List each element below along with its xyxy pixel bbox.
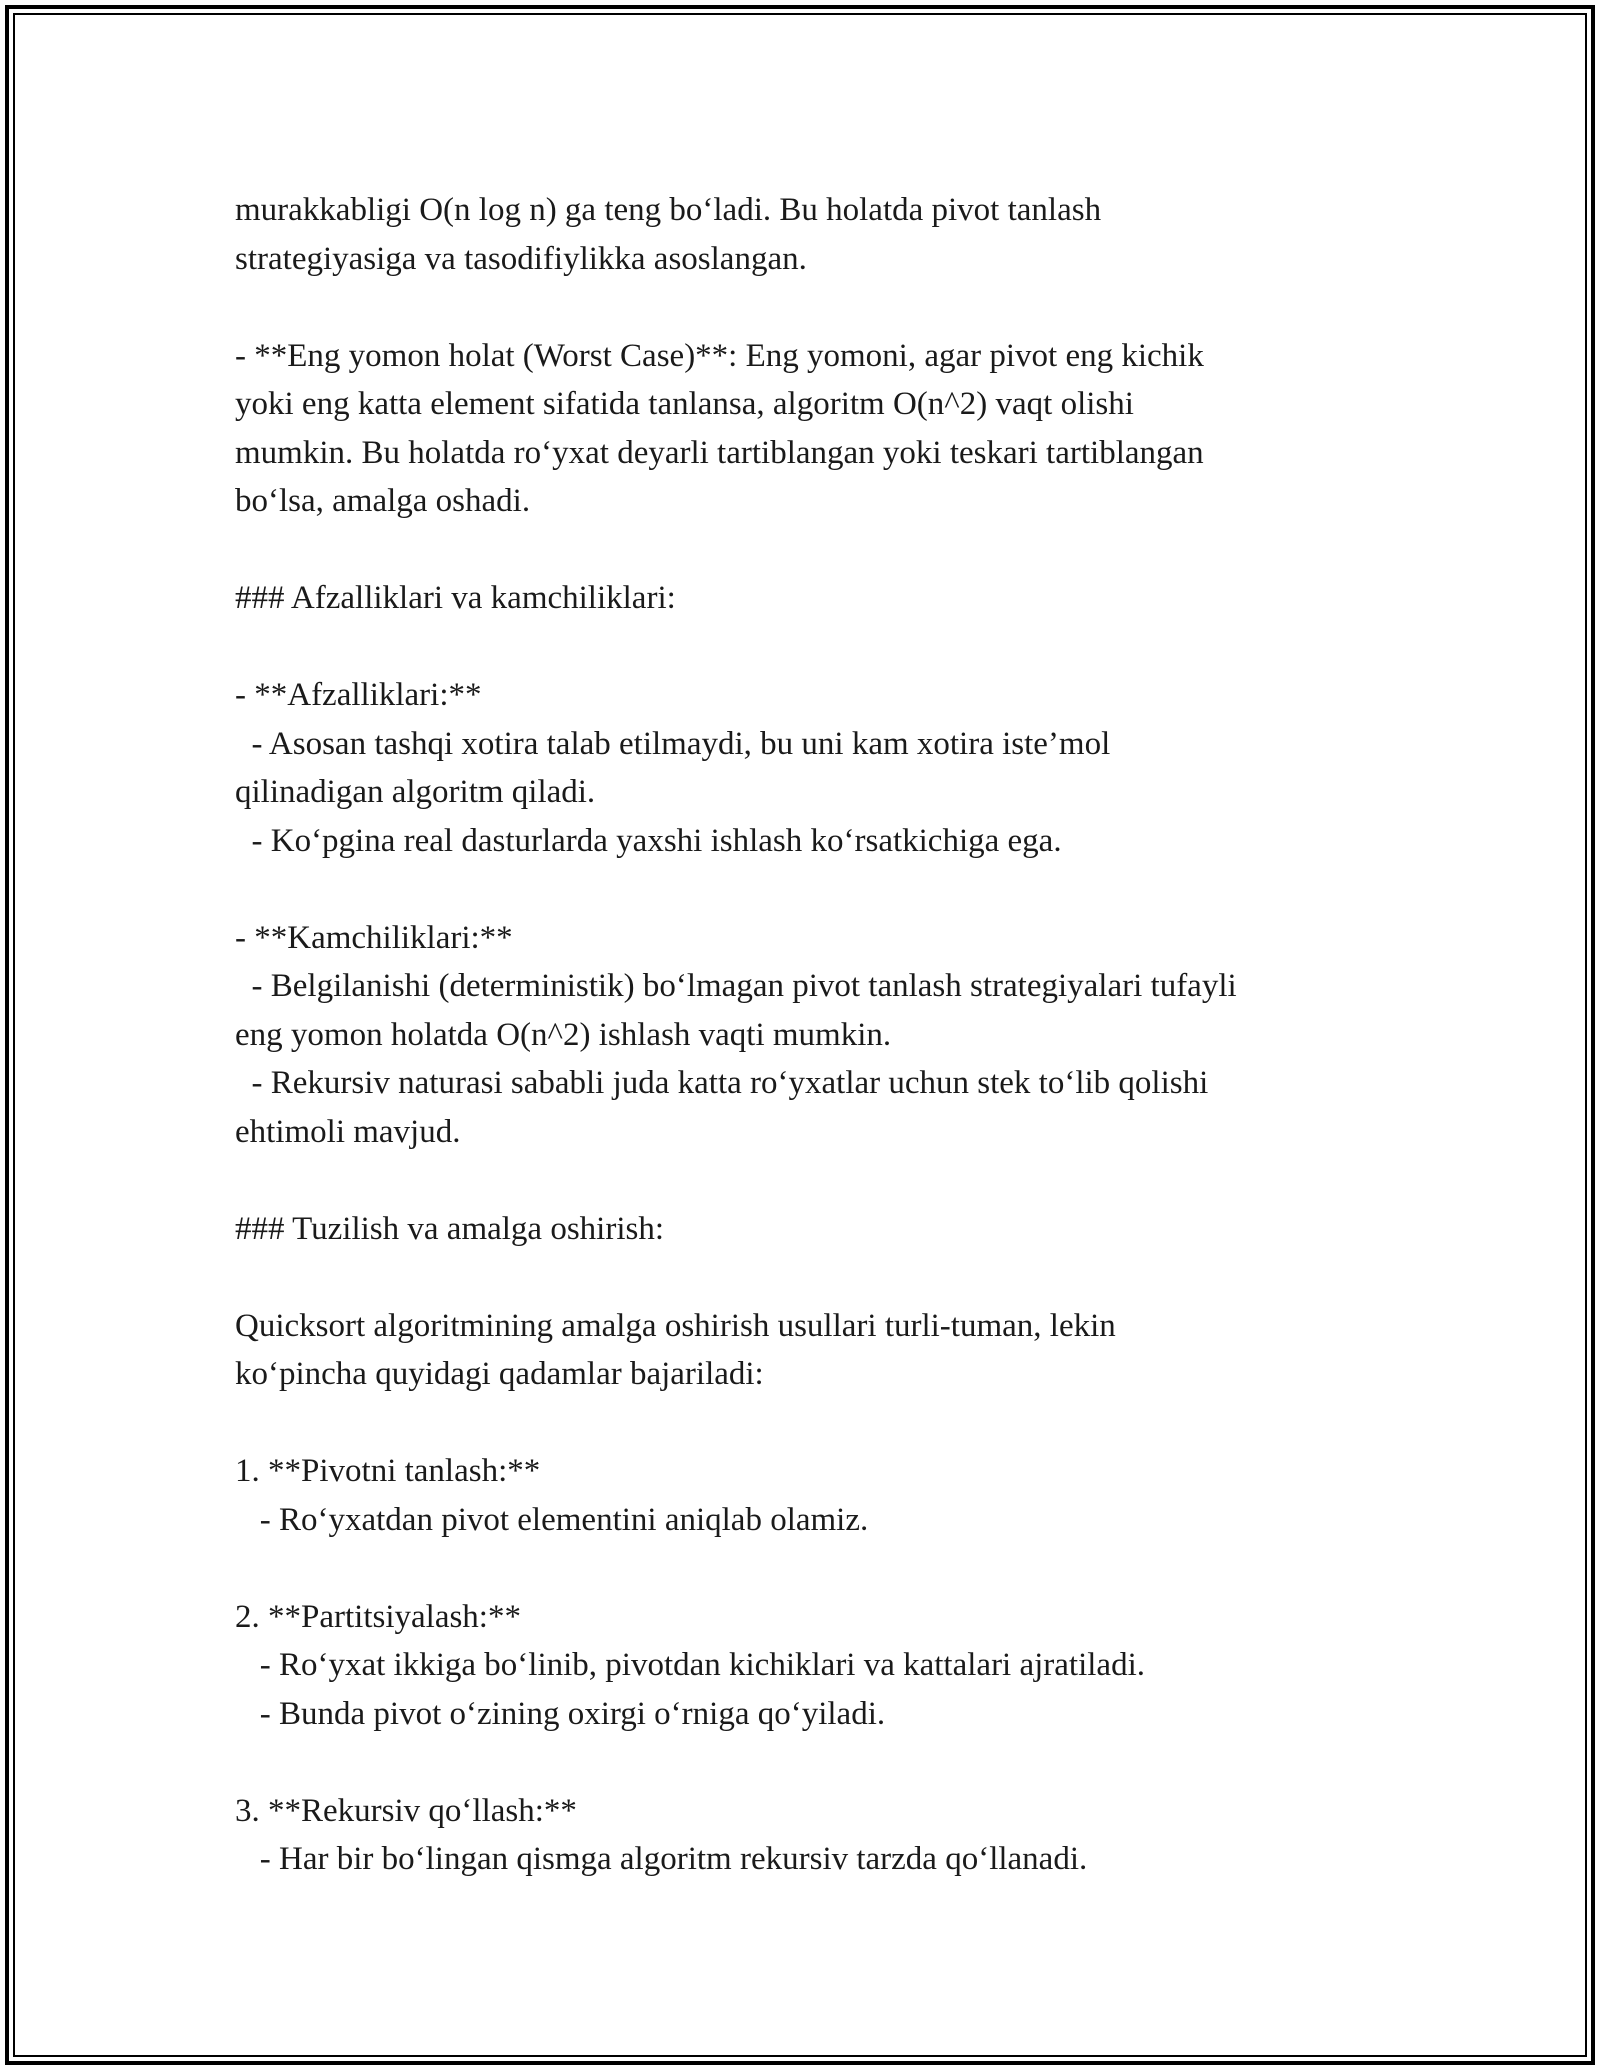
blank-line <box>235 623 1435 672</box>
list-item: - Rekursiv naturasi sababli juda katta ro‘yxatlar uchun stek to‘lib qolishi <box>235 1065 1209 1101</box>
blank-line <box>235 1544 1435 1593</box>
list-item: - Asosan tashqi xotira talab etilmaydi, bu uni kam xotira iste’mol <box>235 725 1111 762</box>
text-line: bo‘lsa, amalga oshadi. <box>235 483 531 519</box>
text-line: mumkin. Bu holatda ro‘yxat deyarli tartiblangan yoki teskari tartiblangan <box>235 434 1204 471</box>
blank-line <box>235 1399 1435 1448</box>
step-heading: 1. **Pivotni tanlash:** <box>235 1453 541 1489</box>
text-line: Quicksort algoritmining amalga oshirish usullari turli-tuman, lekin <box>235 1307 1116 1344</box>
blank-line <box>235 283 1435 332</box>
blank-line <box>235 865 1435 914</box>
text-line: ko‘pincha quyidagi qadamlar bajariladi: <box>235 1356 764 1392</box>
step-heading: 2. **Partitsiyalash:** <box>235 1598 521 1635</box>
blank-line <box>235 526 1435 575</box>
text-line: ehtimoli mavjud. <box>235 1113 461 1150</box>
document-body <box>235 186 1435 1884</box>
text-line: qilinadigan algoritm qiladi. <box>235 774 596 810</box>
list-item: - Belgilanishi (deterministik) bo‘lmagan pivot tanlash strategiyalari tufayli <box>235 968 1237 1004</box>
list-heading: - **Kamchiliklari:** <box>235 919 513 956</box>
blank-line <box>235 1156 1435 1205</box>
step-item: - Ro‘yxatdan pivot elementini aniqlab olamiz. <box>235 1501 869 1538</box>
text-line: eng yomon holatda O(n^2) ishlash vaqti mumkin. <box>235 1016 892 1053</box>
text-line: strategiyasiga va tasodifiylikka asoslangan. <box>235 240 807 277</box>
list-heading: - **Afzalliklari:** <box>235 677 482 713</box>
text-line: - **Eng yomon holat (Worst Case)**: Eng yomoni, agar pivot eng kichik <box>235 337 1204 374</box>
blank-line <box>235 1738 1435 1787</box>
section-heading: ### Tuzilish va amalga oshirish: <box>235 1210 664 1247</box>
step-item: - Ro‘yxat ikkiga bo‘linib, pivotdan kichiklari va kattalari ajratiladi. <box>235 1647 1145 1683</box>
text-line: yoki eng katta element sifatida tanlansa, algoritm O(n^2) vaqt olishi <box>235 386 1134 422</box>
text-line: murakkabligi O(n log n) ga teng bo‘ladi. Bu holatda pivot tanlash <box>235 192 1102 228</box>
step-item: - Bunda pivot o‘zining oxirgi o‘rniga qo‘yiladi. <box>235 1695 886 1732</box>
list-item: - Ko‘pgina real dasturlarda yaxshi ishlash ko‘rsatkichiga ega. <box>235 822 1062 859</box>
blank-line <box>235 1253 1435 1302</box>
step-item: - Har bir bo‘lingan qismga algoritm rekursiv tarzda qo‘llanadi. <box>235 1841 1088 1877</box>
section-heading: ### Afzalliklari va kamchiliklari: <box>235 580 676 616</box>
step-heading: 3. **Rekursiv qo‘llash:** <box>235 1792 577 1829</box>
